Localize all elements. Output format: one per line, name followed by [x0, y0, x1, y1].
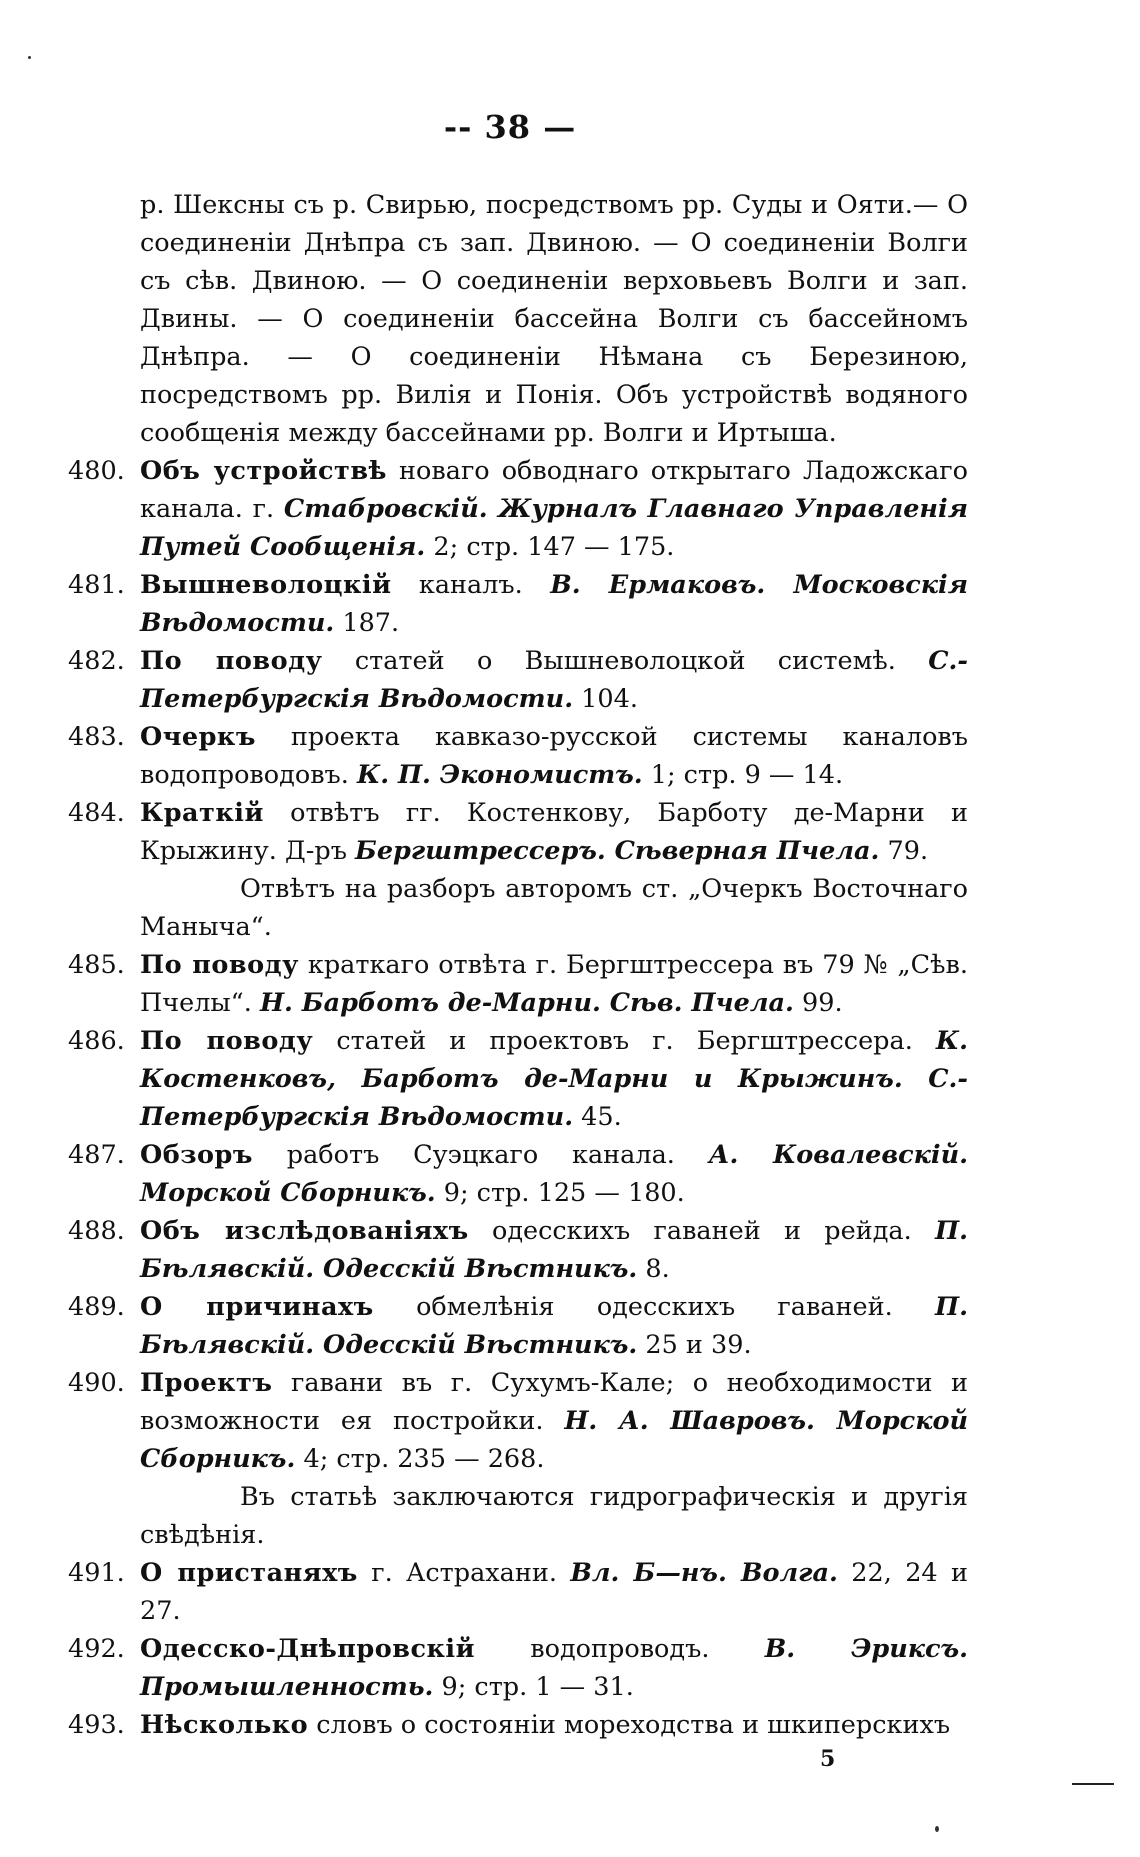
- entry-source: С.-Петербургскія Вѣдомости.: [140, 646, 969, 714]
- entry-heading: Краткій: [140, 798, 264, 828]
- entry-source: В. Эриксъ. Промышленность.: [140, 1634, 968, 1702]
- entry-item: [68, 1706, 968, 1744]
- entry-number: 486.: [68, 1026, 125, 1056]
- entries-list: [68, 452, 968, 1744]
- entry-source: Вл. Б—нъ. Волга.: [570, 1558, 838, 1588]
- entry-text: гавани въ г. Сухумъ-Кале; о необходимости и возможности ея постройки.: [140, 1368, 968, 1436]
- entry-item: [68, 794, 968, 870]
- page-number: -- 38 —: [443, 108, 577, 146]
- entry-heading: О причинахъ: [140, 1292, 374, 1322]
- entry-item: [68, 718, 968, 794]
- entry-heading: Обзоръ: [140, 1140, 253, 1170]
- entry-number: 492.: [68, 1634, 125, 1664]
- entry-text: проекта кавказо-русской системы каналовъ водопроводовъ.: [140, 722, 968, 790]
- entry-heading: По поводу: [140, 950, 299, 980]
- entry-pages: 25 и 39.: [637, 1330, 752, 1360]
- entry-text: статей о Вышневолоцкой системѣ.: [322, 646, 929, 676]
- entry-source: В. Ермаковъ. Московскія Вѣдомости.: [140, 570, 968, 638]
- entry-number: 483.: [68, 722, 125, 752]
- entry-note: Въ статьѣ заключаются гидрографическія и другія свѣдѣнія.: [140, 1482, 968, 1550]
- entry-number: 493.: [68, 1710, 125, 1740]
- entry-text: одесскихъ гаваней и рейда.: [468, 1216, 936, 1246]
- entry-item: [68, 1022, 968, 1136]
- entry-text: словъ о состояніи мореходства и шкиперскихъ: [308, 1710, 951, 1740]
- entry-heading: Очеркъ: [140, 722, 256, 752]
- entry-pages: 99.: [793, 988, 843, 1018]
- entry-pages: 45.: [573, 1102, 622, 1132]
- scan-speck: [28, 56, 31, 59]
- entry-pages: 187.: [334, 608, 400, 638]
- entry-heading: Проектъ: [140, 1368, 273, 1398]
- entry-item: [68, 1212, 968, 1288]
- entry-heading: Нѣсколько: [140, 1710, 309, 1740]
- entry-heading: По поводу: [140, 1026, 314, 1056]
- entry-number: 480.: [68, 456, 125, 486]
- scan-speck: [935, 1826, 939, 1832]
- entry-text: работъ Суэцкаго канала.: [252, 1140, 709, 1170]
- entry-text: водопроводъ.: [475, 1634, 765, 1664]
- entry-pages: 2; стр. 147 — 175.: [425, 532, 675, 562]
- entry-heading: Вышневолоцкій: [140, 570, 392, 600]
- entry-number: 491.: [68, 1558, 125, 1588]
- entry-number: 490.: [68, 1368, 125, 1398]
- entry-heading: Одесско-Днѣпровскій: [140, 1634, 476, 1664]
- entry-note: Отвѣтъ на разборъ авторомъ ст. „Очеркъ Восточнаго Маныча“.: [140, 874, 968, 942]
- entry-number: 488.: [68, 1216, 125, 1246]
- entry-item: [68, 1288, 968, 1364]
- intro-paragraph: р. Шексны съ р. Свирью, посредствомъ рр. Суды и Ояти.— О соединеніи Днѣпра съ зап. Двиною. — О соединеніи Волги съ сѣв. Двиною. — О соединеніи верховьевъ Волги и зап. Двины. — О соединеніи бассейна Волги съ бассейномъ Днѣпра. — О соединеніи Нѣмана съ Березиною, посредствомъ рр. Вилія и Понія. Объ устройствѣ водяного сообщенія между бассейнами рр. Волги и Иртыша.: [140, 190, 968, 448]
- entry-pages: 1; стр. 9 — 14.: [642, 760, 844, 790]
- entry-item: [68, 946, 968, 1022]
- entry-heading: О пристаняхъ: [140, 1558, 358, 1588]
- entry-number: 485.: [68, 950, 125, 980]
- entry-text: обмелѣнія одесскихъ гаваней.: [373, 1292, 936, 1322]
- entry-pages: 9; стр. 125 — 180.: [435, 1178, 685, 1208]
- entry-item: [68, 452, 968, 566]
- entry-number: 487.: [68, 1140, 125, 1170]
- entry-number: 489.: [68, 1292, 125, 1322]
- signature-mark: 5: [820, 1746, 836, 1772]
- entry-item: [68, 1136, 968, 1212]
- entry-item: [68, 1364, 968, 1478]
- entry-number: 484.: [68, 798, 125, 828]
- entry-heading: Объ устройствѣ: [140, 456, 387, 486]
- entry-number: 482.: [68, 646, 125, 676]
- entry-pages: 4; стр. 235 — 268.: [295, 1444, 545, 1474]
- entry-heading: По поводу: [140, 646, 323, 676]
- entry-source: Бергштрессеръ. Сѣверная Пчела.: [355, 836, 880, 866]
- page-content: [68, 186, 968, 1744]
- entry-text: статей и проектовъ г. Бергштрессера.: [313, 1026, 936, 1056]
- entry-number: 481.: [68, 570, 125, 600]
- entry-heading: Объ изслѣдованіяхъ: [140, 1216, 469, 1246]
- entry-text: новаго обводнаго открытаго Ладожскаго канала. г.: [140, 456, 968, 524]
- entry-source: Н. А. Шавровъ. Морской Сборникъ.: [140, 1406, 968, 1474]
- entry-source: П. Бѣлявскій. Одесскій Вѣстникъ.: [140, 1292, 968, 1360]
- entry-source: А. Ковалевскій. Морской Сборникъ.: [140, 1140, 968, 1208]
- entry-text: отвѣтъ гг. Костенкову, Барботу де-Марни и Крыжину. Д-ръ: [140, 798, 968, 866]
- entry-source: К. Костенковъ, Барботъ де-Марни и Крыжинъ. С.-Петербургскія Вѣдомости.: [140, 1026, 968, 1132]
- entry-pages: 8.: [637, 1254, 670, 1284]
- entry-source: Стабровскій. Журналъ Главнаго Управленія Путей Сообщенія.: [140, 494, 968, 562]
- entry-item: [68, 642, 969, 718]
- entry-pages: 104.: [573, 684, 638, 714]
- entry-text: каналъ.: [391, 570, 551, 600]
- entry-text: г. Астрахани.: [357, 1558, 571, 1588]
- margin-rule: [1072, 1783, 1114, 1785]
- entry-item: [68, 1630, 968, 1706]
- entry-item: [68, 1554, 968, 1630]
- entry-text: краткаго отвѣта г. Бергштрессера въ 79 № „Сѣв. Пчелы“.: [140, 950, 968, 1018]
- entry-source: К. П. Экономистъ.: [357, 760, 643, 790]
- entry-item: [68, 566, 968, 642]
- entry-pages: 22, 24 и 27.: [140, 1558, 968, 1626]
- entry-pages: 9; стр. 1 — 31.: [433, 1672, 634, 1702]
- entry-source: П. Бѣлявскій. Одесскій Вѣстникъ.: [140, 1216, 968, 1284]
- entry-pages: 79.: [879, 836, 929, 866]
- entry-source: Н. Барботъ де-Марни. Сѣв. Пчела.: [259, 988, 794, 1018]
